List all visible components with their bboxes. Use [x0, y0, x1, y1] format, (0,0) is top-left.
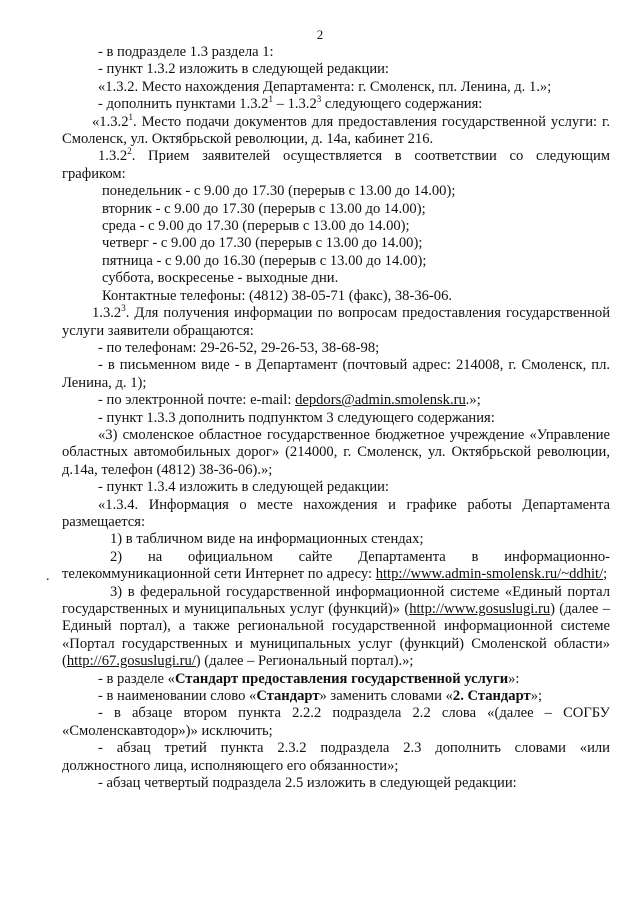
paragraph-item-1-3-2-2: 1.3.2$^2$. Прием заявителей осуществляется в соответствии со следующим графиком: — [62, 146, 610, 182]
paragraph-item-1-3-3: - пункт 1.3.3 дополнить подпунктом 3 следующего содержания: — [98, 409, 495, 426]
paragraph-written: - в письменном виде - в Департамент (почтовый адрес: 214008, г. Смоленск, пл. Ленина, д. 1); — [62, 357, 610, 391]
schedule-weekend: суббота, воскресенье - выходные дни. — [102, 270, 339, 287]
document-body — [62, 44, 610, 792]
paragraph-item-1-3-2-1: «1.3.2$^1$. Место подачи документов для предоставления государственной услуги: г. Смоленск, ул. Октябрьской революции, д. 14а, кабинет 216. — [62, 111, 610, 148]
paragraph-stands: 1) в табличном виде на информационных стендах; — [110, 531, 424, 548]
paragraph-website: 2) на официальном сайте Департамента в информационно-телекоммуникационной сети Интернет по адресу: http://www.admin-smolensk.ru/~ddhit/; — [62, 548, 610, 583]
paragraph-2-5: - абзац четвертый подраздела 2.5 изложить в следующей редакции: — [98, 775, 517, 792]
paragraph-2-2-2: - в абзаце втором пункта 2.2.2 подраздела 2.2 слова «(далее – СОГБУ «Смоленскавтодор»)» исключить; — [62, 705, 610, 739]
regional-portal-link[interactable]: http://67.gosuslugi.ru/ — [66, 653, 196, 670]
paragraph-subsection-1-3: - в подразделе 1.3 раздела 1: — [98, 44, 274, 60]
department-site-link[interactable]: http://www.admin-smolensk.ru/~ddhit/ — [375, 566, 604, 583]
paragraph-phones: - по телефонам: 29-26-52, 29-26-53, 38-68-98; — [98, 339, 380, 356]
margin-dot: . — [46, 569, 50, 584]
paragraph-subitem-3: «3) смоленское областное государственное бюджетное учреждение «Управление областных автомобильных дорог» (214000, г. Смоленск, ул. Октябрьской революции, д.14а, телефон (4812) 38-36-06).»; — [62, 426, 610, 478]
paragraph-info-placement: «1.3.4. Информация о месте нахождения и графике работы Департамента размещается: — [62, 496, 610, 530]
paragraph-item-1-3-2: - пункт 1.3.2 изложить в следующей редакции: — [98, 61, 389, 78]
paragraph-item-1-3-4: - пункт 1.3.4 изложить в следующей редакции: — [98, 479, 389, 496]
contact-phones: Контактные телефоны: (4812) 38-05-71 (факс), 38-36-06. — [102, 287, 453, 304]
page-number: 2 — [316, 27, 324, 42]
paragraph-portals: 3) в федеральной государственной информационной системе «Единый портал государственных и муниципальных услуг (функций)» (http://www.gosuslugi.ru) (далее – Единый портал), а также региональной государственной информационной системе «Портал государственных и муниципальных услуг (функций) Смоленской области» (http://67.gosuslugi.ru/) (далее – Региональный портал).»; — [62, 583, 610, 670]
paragraph-email: - по электронной почте: e-mail: depdors@admin.smolensk.ru.»; — [98, 392, 481, 409]
paragraph-add-items: - дополнить пунктами 1.3.2$^1$ – 1.3.2$^3$ следующего содержания: — [98, 94, 483, 113]
email-link[interactable]: depdors@admin.smolensk.ru — [295, 392, 466, 409]
paragraph-standard-section: - в разделе «Стандарт предоставления государственной услуги»: — [98, 670, 520, 687]
paragraph-2-3-2: - абзац третий пункта 2.3.2 подраздела 2.3 дополнить словами «или должностного лица, исполняющего его обязанности»; — [62, 740, 610, 774]
paragraph-location: «1.3.2. Место нахождения Департамента: г. Смоленск, пл. Ленина, д. 1.»; — [98, 78, 552, 95]
paragraph-rename: - в наименовании слово «Стандарт» заменить словами «2. Стандарт»; — [98, 688, 543, 705]
schedule-friday: пятница - с 9.00 до 16.30 (перерыв с 13.00 до 14.00); — [102, 252, 427, 269]
schedule-thursday: четверг - с 9.00 до 17.30 (перерыв с 13.00 до 14.00); — [102, 235, 423, 252]
gosuslugi-link[interactable]: http://www.gosuslugi.ru — [409, 601, 551, 617]
schedule-monday: понедельник - с 9.00 до 17.30 (перерыв с 13.00 до 14.00); — [102, 183, 456, 200]
schedule-list — [62, 183, 610, 305]
schedule-wednesday: среда - с 9.00 до 17.30 (перерыв с 13.00 до 14.00); — [102, 218, 410, 235]
schedule-tuesday: вторник - с 9.00 до 17.30 (перерыв с 13.00 до 14.00); — [102, 200, 426, 217]
paragraph-item-1-3-2-3: 1.3.2$^3$. Для получения информации по вопросам предоставления государственной услуги заявители обращаются: — [62, 303, 610, 339]
